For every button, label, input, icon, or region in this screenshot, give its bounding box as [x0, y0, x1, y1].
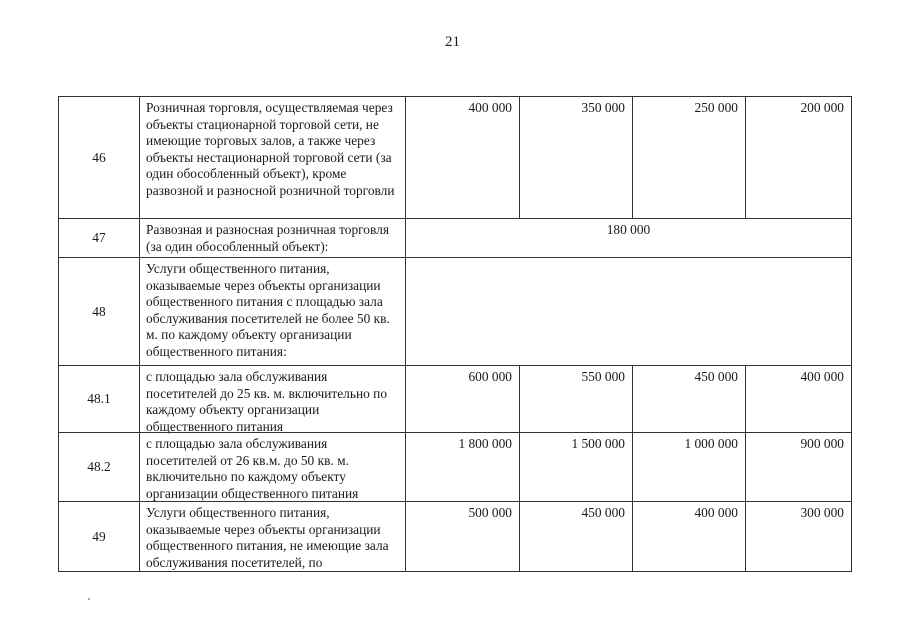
- page-number: 21: [445, 34, 460, 50]
- row-description: с площадью зала обслуживания посетителей от 26 кв.м. до 50 кв. м. включительно по каждому объекту организации общественного питания: [140, 433, 406, 502]
- row-number: 48.2: [58, 433, 140, 502]
- value-col-1: 500 000: [406, 502, 520, 572]
- value-col-3: 1 000 000: [633, 433, 746, 502]
- row-number: 48.1: [58, 366, 140, 433]
- value-col-2: 450 000: [520, 502, 633, 572]
- row-number: 48: [58, 258, 140, 366]
- row-description: Услуги общественного питания, оказываемые через объекты организации общественного питания, не имеющие зала обслуживания посетителей, по: [140, 502, 406, 572]
- table-row: [58, 218, 852, 258]
- row-description: с площадью зала обслуживания посетителей до 25 кв. м. включительно по каждому объекту организации общественного питания: [140, 366, 406, 433]
- value-col-1: 400 000: [406, 97, 520, 219]
- value-col-2: 350 000: [520, 97, 633, 219]
- value-col-1: 1 800 000: [406, 433, 520, 502]
- value-col-3: 400 000: [633, 502, 746, 572]
- table-row: [58, 501, 852, 572]
- row-description: Розничная торговля, осуществляемая через объекты стационарной торговой сети, не имеющие торговых залов, а также через объекты нестационарной торговой сети (за один обособленный объект), кроме развозной и разносной розничной торговли: [140, 97, 406, 219]
- value-col-2: 1 500 000: [520, 433, 633, 502]
- table-bottom-border: [58, 571, 852, 572]
- value-col-2: 550 000: [520, 366, 633, 433]
- table-row: [58, 96, 852, 219]
- value-col-4: 300 000: [746, 502, 852, 572]
- merged-value: 180 000: [406, 219, 852, 258]
- value-col-4: 200 000: [746, 97, 852, 219]
- table-row: [58, 432, 852, 502]
- value-col-4: 400 000: [746, 366, 852, 433]
- empty-merged-cell: [406, 258, 852, 366]
- row-description: Услуги общественного питания, оказываемые через объекты организации общественного питания с площадью зала обслуживания посетителей не более 50 кв. м. по каждому объекту организации общественного питания:: [140, 258, 406, 366]
- row-description: Развозная и разносная розничная торговля (за один обособленный объект):: [140, 219, 406, 258]
- table-row: [58, 257, 852, 366]
- scan-speck: [88, 598, 90, 600]
- row-number: 47: [58, 219, 140, 258]
- value-col-3: 250 000: [633, 97, 746, 219]
- row-number: 49: [58, 502, 140, 572]
- value-col-3: 450 000: [633, 366, 746, 433]
- value-col-4: 900 000: [746, 433, 852, 502]
- row-number: 46: [58, 97, 140, 219]
- value-col-1: 600 000: [406, 366, 520, 433]
- table-row: [58, 365, 852, 433]
